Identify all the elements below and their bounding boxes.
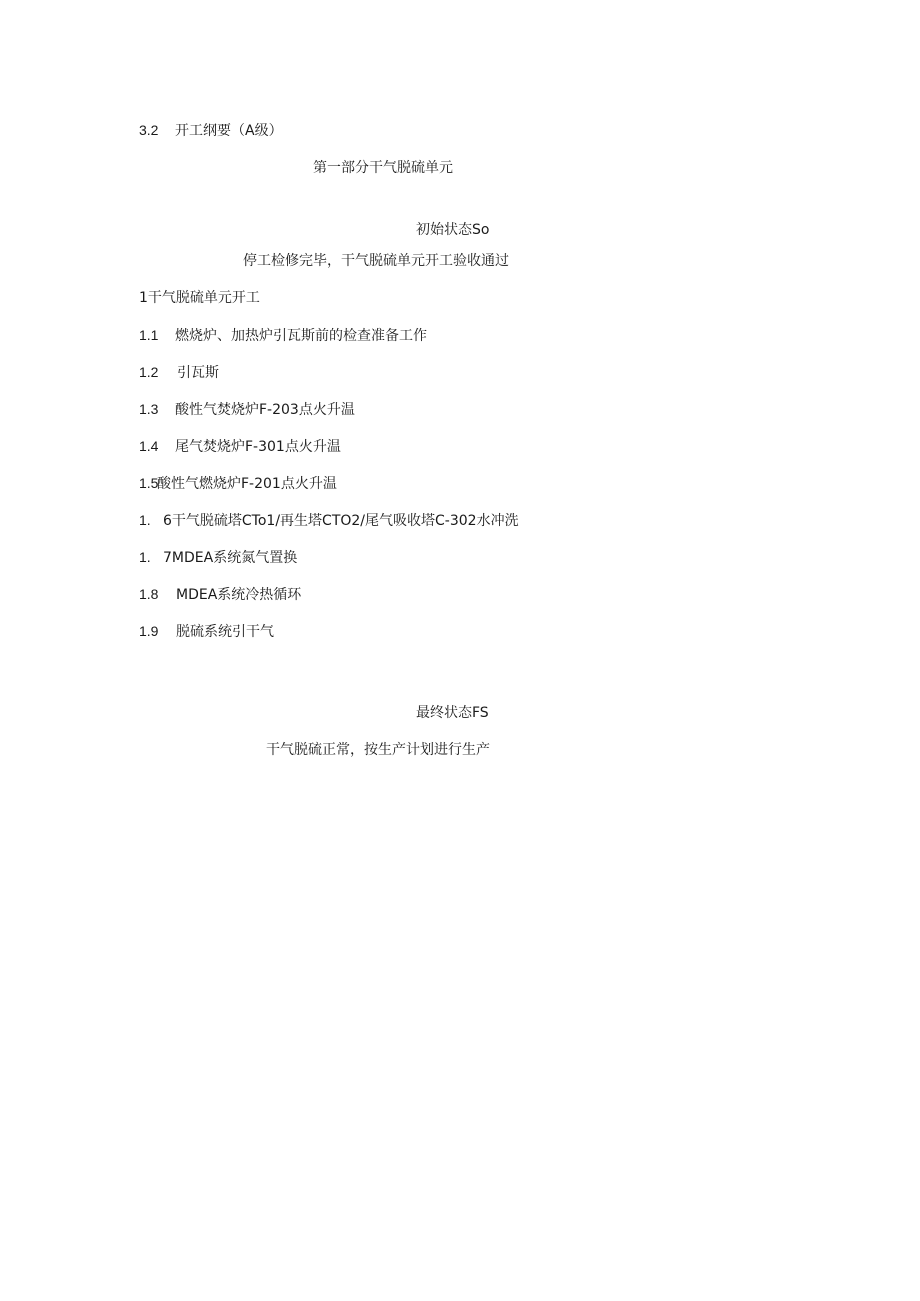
section-heading-number: 3.2: [139, 122, 159, 138]
list-item: [139, 585, 301, 603]
section-heading-text: 开工纲要（A级）: [175, 123, 283, 139]
section-1-title: 1干气脱硫单元开工: [139, 290, 260, 306]
list-item-number: 1.3: [139, 401, 159, 417]
list-item-number: 1.9: [139, 623, 159, 639]
list-item-number: 1.: [139, 549, 151, 565]
list-item: [139, 326, 427, 344]
initial-state-description: 停工检修完毕，干气脱硫单元开工验收通过: [243, 253, 509, 269]
section-heading: [139, 121, 283, 139]
list-item-number: 1.8: [139, 586, 159, 602]
list-item: [139, 474, 337, 492]
initial-state-label: 初始状态So: [416, 222, 490, 238]
final-state-label: 最终状态FS: [416, 705, 489, 721]
list-item-text: 6干气脱硫塔CTo1/再生塔CTO2/尾气吸收塔C-302水冲洗: [163, 513, 519, 529]
list-item-text: MDEA系统冷热循环: [176, 587, 302, 603]
list-item-text: 酸性气焚烧炉F-203点火升温: [175, 402, 355, 418]
list-item-text: 燃烧炉、加热炉引瓦斯前的检查准备工作: [175, 328, 427, 344]
list-item: [139, 400, 355, 418]
part-title: 第一部分干气脱硫单元: [313, 160, 453, 176]
list-item-number: 1.5: [139, 475, 159, 491]
list-item: [139, 622, 274, 640]
list-item: [139, 548, 297, 566]
list-item-text: 引瓦斯: [177, 365, 219, 381]
list-item-text: 7MDEA系统氮气置换: [163, 550, 298, 566]
list-item-text: 尾气焚烧炉F-301点火升温: [175, 439, 341, 455]
list-item: [139, 511, 519, 529]
list-item-text: 脱硫系统引干气: [176, 624, 274, 640]
list-item-number: 1.2: [139, 364, 159, 380]
list-item-text: 酸性气燃烧炉F-201点火升温: [157, 476, 337, 492]
final-state-description: 干气脱硫正常，按生产计划进行生产: [266, 742, 490, 758]
list-item: [139, 363, 219, 381]
list-item-number: 1.4: [139, 438, 159, 454]
list-item-number: 1.: [139, 512, 151, 528]
list-item: [139, 437, 341, 455]
list-item-number: 1.1: [139, 327, 159, 343]
